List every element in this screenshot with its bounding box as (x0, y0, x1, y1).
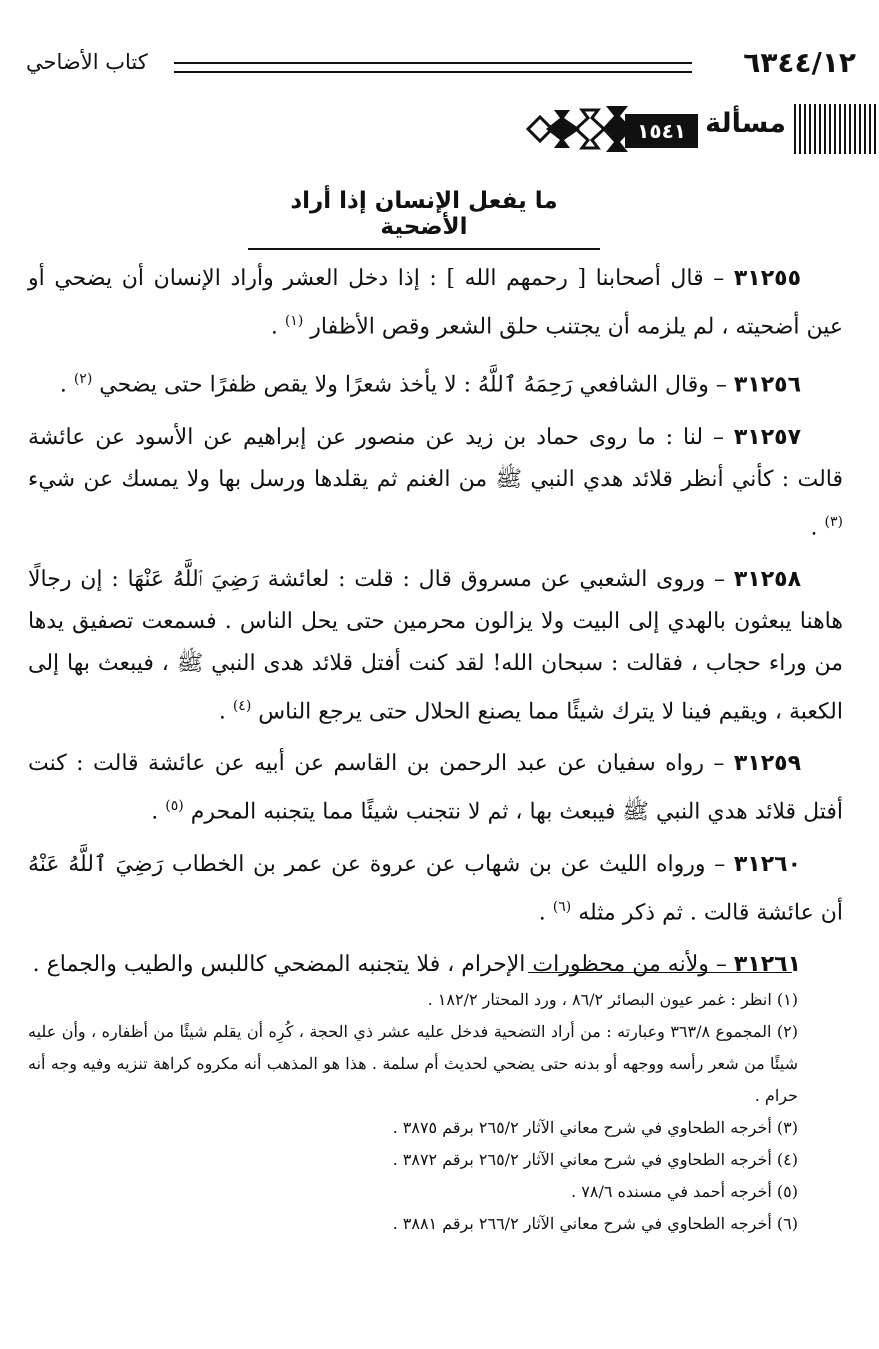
masala-label: مسألة (705, 108, 786, 139)
footnote: (٢) المجموع ٣٦٣/٨ وعبارته : من أراد التضحية فدخل عليه عشر ذي الحجة ، كُرِه أن يقلم شيئًا من أظفاره ، وأن عليه شيئًا من شعر رأسه ووجهه أو بدنه حتى يضحي لحديث أم سلمة . هذا هو المذهب أنه مكروه كراهة تنزيه وفيه وجه أنه حرام . (28, 1022, 799, 1105)
paragraph (28, 743, 843, 833)
paragraph (28, 258, 843, 348)
paragraph (28, 417, 843, 549)
masala-banner (524, 104, 876, 154)
footnote-marker[interactable]: (٦) (552, 898, 572, 915)
footnote: (٤) أخرجه الطحاوي في شرح معاني الآثار ٢٦٥/٢ برقم ٣٨٧٢ . (392, 1150, 798, 1169)
footnote: (٣) أخرجه الطحاوي في شرح معاني الآثار ٢٦٥/٢ برقم ٣٨٧٥ . (392, 1118, 798, 1137)
paragraph-text: – قال أصحابنا [ رحمهم الله ] : إذا دخل العشر وأراد الإنسان أن يضحي أو عين أضحيته ، لم يلزمه أن يجتنب حلق الشعر وقص الأظفار (28, 266, 843, 340)
paragraph-tail: . (218, 699, 233, 725)
footnote-separator (528, 972, 792, 973)
footnotes (28, 984, 798, 1240)
paragraph-tail: . (538, 899, 553, 925)
paragraph-text: – وقال الشافعي رَحِمَهُ ٱللَّهُ : لا يأخذ شعرًا ولا يقص ظفرًا حتى يضحي (99, 372, 734, 398)
footnote-marker[interactable]: (٣) (824, 513, 843, 530)
paragraph-text: – لنا : ما روى حماد بن زيد عن منصور عن إبراهيم عن الأسود عن عائشة قالت : كأني أنظر قلائد هدي النبي ﷺ من الغنم ثم يقلدها ورسل بها ولا يمسك عن شيء (28, 424, 843, 492)
paragraph-tail: . (270, 314, 285, 340)
footnote-marker[interactable]: (٢) (73, 371, 93, 388)
footnote: (٦) أخرجه الطحاوي في شرح معاني الآثار ٢٦٦/٢ برقم ٣٨٨١ . (392, 1214, 798, 1233)
paragraph-tail: . (59, 372, 74, 398)
barcode-ornament (794, 104, 876, 154)
paragraph-text: – رواه سفيان عن عبد الرحمن بن القاسم عن أبيه عن عائشة قالت : كنت أفتل قلائد هدي النبي ﷺ فيبعث بها ، ثم لا نتجنب شيئًا مما يتجنبه المحرم (28, 751, 843, 825)
paragraph-number: ٣١٢٥٧ (733, 424, 801, 450)
paragraph-number: ٣١٢٥٥ (733, 266, 801, 291)
paragraph (28, 944, 843, 986)
paragraph (28, 844, 843, 934)
masala-number: ١٥٤١ (625, 114, 698, 148)
paragraph-text: – ولأنه من محظورات الإحرام ، فلا يتجنبه المضحي كاللبس والطيب والجماع . (32, 951, 734, 977)
book-title: كتاب الأضاحي (26, 50, 148, 74)
paragraph-text: – وروى الشعبي عن مسروق قال : قلت : لعائشة رَضِيَ ٱللَّهُ عَنْهَا : إن رجالًا هاهنا يبعثون بالهدي إلى البيت ولا يزالون محرمين حتى يحل الناس . فسمعت تصفيق يدها من وراء حجاب ، فقالت : سبحان الله! لقد كنت أفتل قلائد هدى النبي ﷺ ، فيبعث بها إلى الكعبة ، ويقيم فينا لا يترك شيئًا مما يصنع الحلال حتى يرجع الناس (28, 566, 843, 725)
paragraph-tail: . (810, 514, 825, 540)
paragraph-number: ٣١٢٦٠ (733, 851, 801, 877)
body-text (28, 258, 843, 996)
paragraph-number: ٣١٢٥٦ (733, 372, 801, 398)
paragraph (28, 559, 843, 733)
running-header (26, 44, 856, 84)
paragraph-tail: . (151, 799, 166, 825)
page-number: ٦٣٤٤/١٢ (743, 46, 856, 79)
footnote-marker[interactable]: (١) (284, 313, 304, 329)
header-double-rule (174, 62, 692, 73)
paragraph-number: ٣١٢٥٩ (733, 751, 801, 777)
footnote-marker[interactable]: (٤) (232, 697, 252, 714)
paragraph-number: ٣١٢٥٨ (733, 566, 801, 592)
ornament-icon (524, 104, 634, 154)
section-heading: ما يفعل الإنسان إذا أراد الأضحية (248, 188, 600, 250)
paragraph (28, 358, 843, 406)
footnote: (٥) أخرجه أحمد في مسنده ٧٨/٦ . (571, 1182, 798, 1201)
footnote-marker[interactable]: (٥) (165, 798, 184, 815)
footnote: (١) انظر : غمر عيون البصائر ٨٦/٢ ، ورد المحتار ١٨٢/٢ . (427, 990, 798, 1009)
paragraph-text: – ورواه الليث عن بن شهاب عن عروة عن عمر بن الخطاب رَضِيَ ٱللَّهُ عَنْهُ أن عائشة قالت . ثم ذكر مثله (28, 851, 843, 925)
paragraph-number: ٣١٢٦١ (733, 951, 801, 977)
